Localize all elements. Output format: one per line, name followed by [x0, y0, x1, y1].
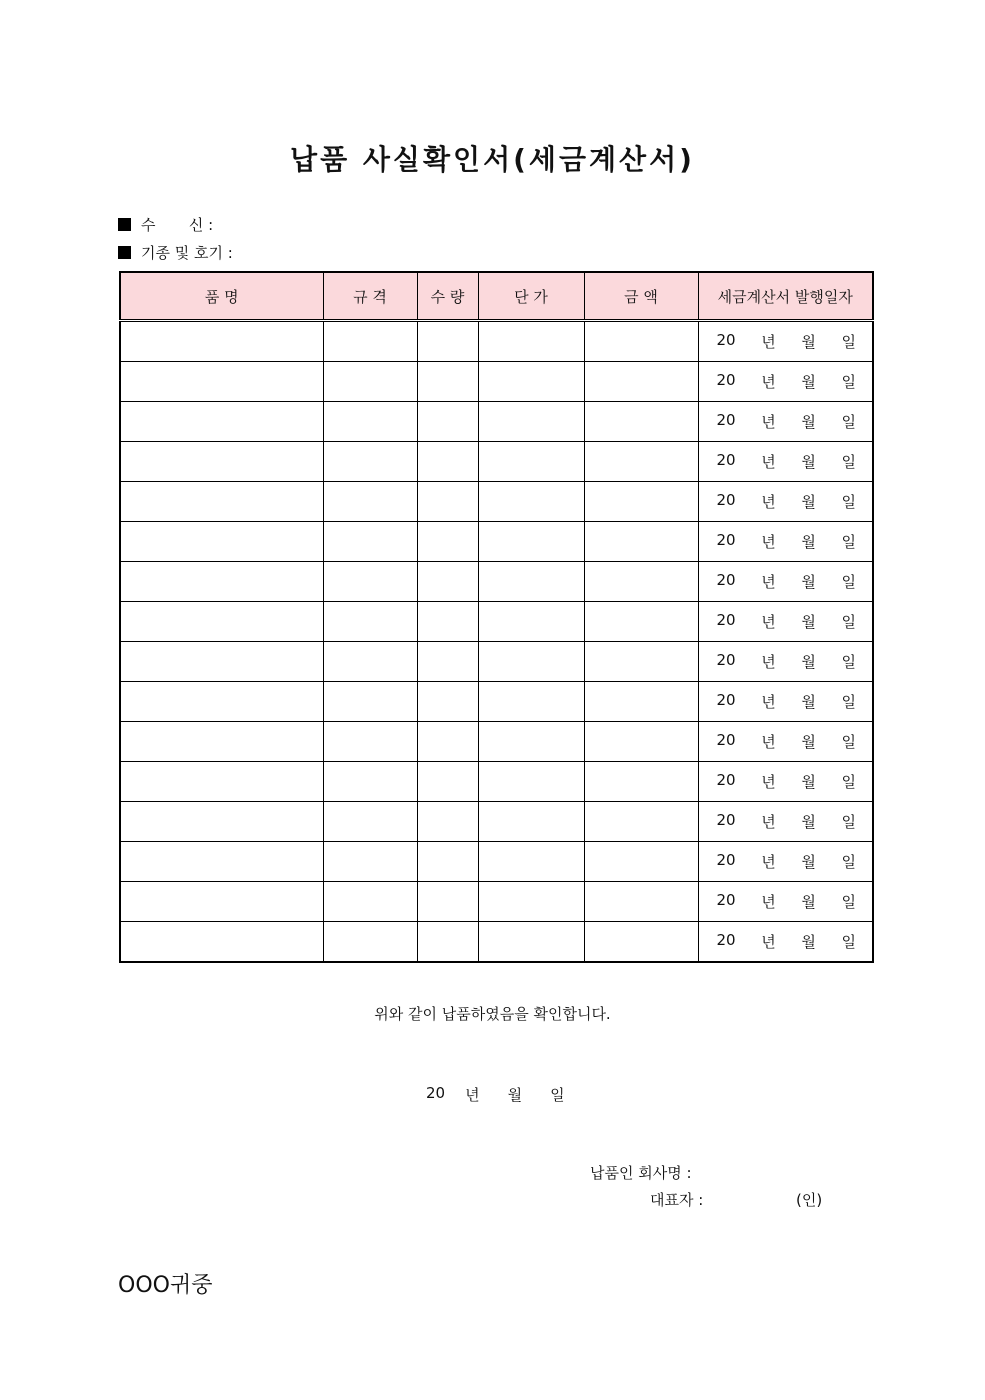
table-row: [120, 882, 873, 922]
table-cell: [120, 802, 323, 842]
date-year-label: 년: [465, 1086, 480, 1104]
date-year: 20: [716, 811, 736, 829]
date-day-label: 일: [841, 773, 856, 791]
invoice-date-cell: [698, 362, 873, 402]
date-year-label: 년: [761, 773, 776, 791]
table-cell: [120, 442, 323, 482]
date-day-label: 일: [550, 1086, 565, 1104]
date-month-label: 월: [801, 453, 816, 471]
date-month-label: 월: [801, 413, 816, 431]
table-cell: [478, 722, 584, 762]
square-bullet-icon: [118, 218, 131, 231]
invoice-date-cell: [698, 722, 873, 762]
header-amount: 금 액: [584, 272, 698, 321]
date-day-label: 일: [841, 853, 856, 871]
date-day-label: 일: [841, 493, 856, 511]
table-cell: [584, 442, 698, 482]
table-cell: [584, 522, 698, 562]
date-month-label: 월: [801, 533, 816, 551]
date-year-label: 년: [761, 613, 776, 631]
date-month-label: 월: [507, 1086, 523, 1104]
date-year: 20: [716, 891, 736, 909]
invoice-date-cell: [698, 682, 873, 722]
document-date: [426, 1084, 565, 1105]
table-cell: [584, 802, 698, 842]
date-year: 20: [716, 411, 736, 429]
table-cell: [120, 562, 323, 602]
table-cell: [584, 682, 698, 722]
table-row: [120, 602, 873, 642]
header-item-name: 품 명: [120, 272, 323, 321]
date-day-label: 일: [841, 813, 856, 831]
table-cell: [417, 402, 478, 442]
date-year-label: 년: [761, 453, 776, 471]
date-month-label: 월: [801, 853, 816, 871]
table-cell: [417, 682, 478, 722]
invoice-date-cell: [698, 882, 873, 922]
invoice-date-cell: [698, 522, 873, 562]
date-year: 20: [716, 371, 736, 389]
representative-label: 대표자 :: [650, 1191, 704, 1209]
table-cell: [323, 362, 417, 402]
table-cell: [584, 562, 698, 602]
table-row: [120, 642, 873, 682]
table-cell: [478, 682, 584, 722]
invoice-date-cell: [698, 442, 873, 482]
header-spec: 규 격: [323, 272, 417, 321]
addressee: OOO귀중: [118, 1273, 213, 1298]
table-cell: [584, 842, 698, 882]
table-cell: [478, 362, 584, 402]
table-cell: [417, 321, 478, 362]
date-year: 20: [716, 531, 736, 549]
date-year: 20: [716, 931, 736, 949]
table-row: [120, 362, 873, 402]
document-title: 납품 사실확인서(세금계산서): [290, 143, 695, 176]
table-cell: [323, 562, 417, 602]
date-day-label: 일: [841, 533, 856, 551]
table-cell: [584, 882, 698, 922]
date-year: 20: [716, 851, 736, 869]
table-row: [120, 722, 873, 762]
table-cell: [584, 722, 698, 762]
table-cell: [417, 842, 478, 882]
table-cell: [584, 762, 698, 802]
table-cell: [120, 722, 323, 762]
invoice-date-cell: [698, 562, 873, 602]
date-year-label: 년: [761, 733, 776, 751]
square-bullet-icon: [118, 246, 131, 259]
date-year-label: 년: [761, 853, 776, 871]
table-row: [120, 522, 873, 562]
table-row: [120, 682, 873, 722]
invoice-date-cell: [698, 321, 873, 362]
date-day-label: 일: [841, 373, 856, 391]
invoice-date-cell: [698, 602, 873, 642]
table-cell: [120, 682, 323, 722]
date-month-label: 월: [801, 893, 816, 911]
table-cell: [417, 722, 478, 762]
table-cell: [323, 682, 417, 722]
table-cell: [417, 442, 478, 482]
date-year: 20: [426, 1084, 446, 1102]
date-day-label: 일: [841, 453, 856, 471]
invoice-date-cell: [698, 922, 873, 963]
table-cell: [120, 922, 323, 963]
table-cell: [478, 802, 584, 842]
invoice-date-cell: [698, 802, 873, 842]
table-cell: [120, 362, 323, 402]
table-cell: [417, 362, 478, 402]
table-cell: [417, 922, 478, 963]
date-year-label: 년: [761, 373, 776, 391]
header-unit-price: 단 가: [478, 272, 584, 321]
date-day-label: 일: [841, 613, 856, 631]
date-month-label: 월: [801, 573, 816, 591]
date-year-label: 년: [761, 533, 776, 551]
company-name-label: 납품인 회사명 :: [590, 1164, 692, 1182]
table-cell: [120, 842, 323, 882]
table-cell: [323, 882, 417, 922]
table-cell: [584, 321, 698, 362]
table-row: [120, 442, 873, 482]
date-day-label: 일: [841, 413, 856, 431]
date-month-label: 월: [801, 653, 816, 671]
recipient-label: 수 신 :: [141, 216, 214, 234]
date-month-label: 월: [801, 333, 816, 351]
table-cell: [120, 762, 323, 802]
date-month-label: 월: [801, 613, 816, 631]
date-year: 20: [716, 331, 736, 349]
table-cell: [417, 802, 478, 842]
date-year: 20: [716, 691, 736, 709]
date-day-label: 일: [841, 333, 856, 351]
date-year: 20: [716, 451, 736, 469]
table-cell: [478, 882, 584, 922]
table-cell: [323, 442, 417, 482]
table-cell: [478, 762, 584, 802]
table-cell: [584, 362, 698, 402]
table-cell: [417, 522, 478, 562]
date-year-label: 년: [761, 413, 776, 431]
date-year-label: 년: [761, 893, 776, 911]
table-row: [120, 762, 873, 802]
table-row: [120, 482, 873, 522]
table-cell: [120, 482, 323, 522]
table-cell: [584, 642, 698, 682]
date-month-label: 월: [801, 813, 816, 831]
table-cell: [120, 882, 323, 922]
date-year-label: 년: [761, 813, 776, 831]
table-cell: [478, 642, 584, 682]
reference-label: 기종 및 호기 :: [141, 244, 233, 262]
recipient-field: [118, 214, 213, 235]
table-cell: [417, 602, 478, 642]
table-cell: [478, 402, 584, 442]
date-day-label: 일: [841, 693, 856, 711]
table-cell: [478, 482, 584, 522]
table-cell: [323, 762, 417, 802]
table-cell: [323, 482, 417, 522]
date-year-label: 년: [761, 693, 776, 711]
table-cell: [323, 602, 417, 642]
table-row: [120, 402, 873, 442]
table-cell: [478, 922, 584, 963]
table-cell: [120, 321, 323, 362]
date-day-label: 일: [841, 893, 856, 911]
date-year: 20: [716, 731, 736, 749]
table-cell: [478, 562, 584, 602]
table-cell: [478, 522, 584, 562]
date-year: 20: [716, 771, 736, 789]
date-year-label: 년: [761, 933, 776, 951]
date-day-label: 일: [841, 733, 856, 751]
date-year: 20: [716, 651, 736, 669]
date-year: 20: [716, 491, 736, 509]
table-row: [120, 922, 873, 963]
date-year-label: 년: [761, 653, 776, 671]
invoice-date-cell: [698, 842, 873, 882]
date-year-label: 년: [761, 573, 776, 591]
table-cell: [323, 642, 417, 682]
table-cell: [323, 802, 417, 842]
header-invoice-date: 세금계산서 발행일자: [698, 272, 873, 321]
invoice-date-cell: [698, 482, 873, 522]
date-month-label: 월: [801, 733, 816, 751]
table-row: [120, 802, 873, 842]
date-day-label: 일: [841, 573, 856, 591]
invoice-date-cell: [698, 762, 873, 802]
date-year-label: 년: [761, 333, 776, 351]
table-cell: [417, 562, 478, 602]
date-month-label: 월: [801, 373, 816, 391]
table-cell: [120, 602, 323, 642]
table-cell: [323, 402, 417, 442]
table-row: [120, 562, 873, 602]
table-cell: [323, 922, 417, 963]
confirmation-text: 위와 같이 납품하였음을 확인합니다.: [374, 1005, 611, 1023]
date-day-label: 일: [841, 933, 856, 951]
date-year: 20: [716, 571, 736, 589]
table-cell: [417, 482, 478, 522]
date-month-label: 월: [801, 493, 816, 511]
date-day-label: 일: [841, 653, 856, 671]
table-cell: [478, 442, 584, 482]
table-row: [120, 842, 873, 882]
table-cell: [584, 402, 698, 442]
invoice-date-cell: [698, 642, 873, 682]
table-cell: [584, 602, 698, 642]
table-cell: [323, 321, 417, 362]
table-cell: [120, 402, 323, 442]
table-row: [120, 321, 873, 362]
date-month-label: 월: [801, 693, 816, 711]
table-cell: [478, 602, 584, 642]
table-cell: [584, 482, 698, 522]
table-header-row: [120, 272, 873, 321]
table-cell: [417, 762, 478, 802]
header-quantity: 수 량: [417, 272, 478, 321]
date-year: 20: [716, 611, 736, 629]
table-cell: [120, 522, 323, 562]
date-month-label: 월: [801, 933, 816, 951]
table-cell: [584, 922, 698, 963]
table-cell: [323, 842, 417, 882]
delivery-table: [119, 271, 874, 963]
date-year-label: 년: [761, 493, 776, 511]
reference-field: [118, 242, 233, 263]
table-cell: [478, 321, 584, 362]
table-cell: [417, 882, 478, 922]
table-cell: [417, 642, 478, 682]
table-cell: [323, 722, 417, 762]
table-cell: [478, 842, 584, 882]
table-cell: [323, 522, 417, 562]
table-cell: [120, 642, 323, 682]
seal-mark: (인): [796, 1191, 823, 1209]
date-month-label: 월: [801, 773, 816, 791]
invoice-date-cell: [698, 402, 873, 442]
